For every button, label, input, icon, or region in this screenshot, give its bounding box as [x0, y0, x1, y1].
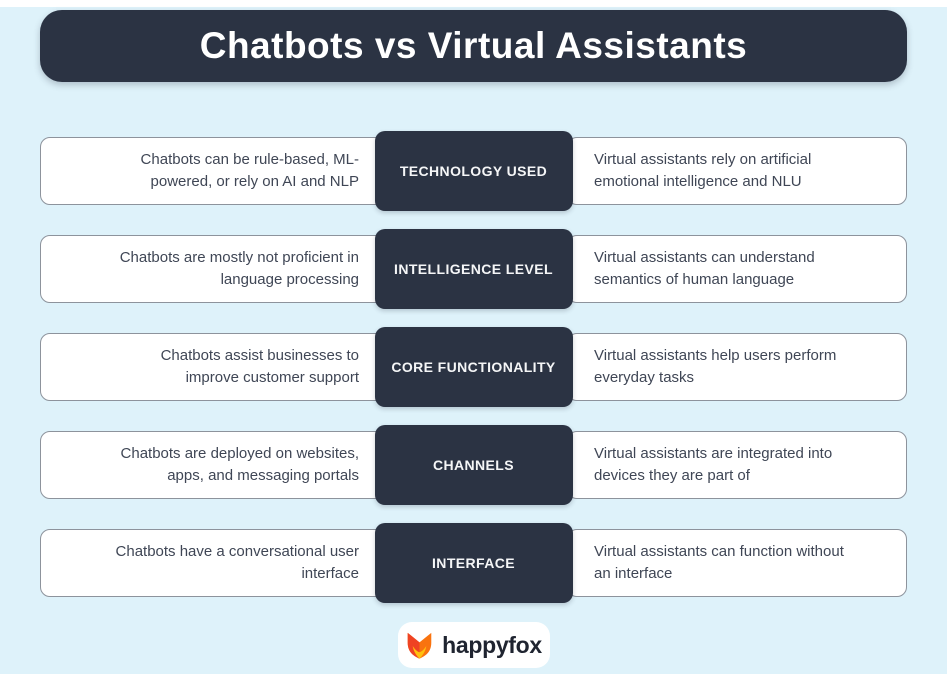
comparison-row-channels: [40, 425, 907, 505]
chatbot-text: Chatbots are deployed on websites, apps, and messaging portals: [120, 444, 359, 484]
comparison-row-intelligence: [40, 229, 907, 309]
virtual-assistant-text: Virtual assistants rely on artificial emotional intelligence and NLU: [594, 150, 812, 190]
category-label: INTERFACE: [432, 555, 515, 571]
virtual-assistant-text: Virtual assistants can function without an interface: [594, 542, 844, 582]
category-label: INTELLIGENCE LEVEL: [394, 261, 553, 277]
infographic-canvas: [0, 7, 947, 674]
happyfox-logo: [398, 622, 550, 668]
virtual-assistant-text: Virtual assistants can understand semantics of human language: [594, 248, 815, 288]
category-label: CHANNELS: [433, 457, 514, 473]
category-label-box: [375, 425, 573, 505]
comparison-row-technology: [40, 131, 907, 211]
chatbot-text: Chatbots are mostly not proficient in language processing: [119, 248, 359, 288]
comparison-row-functionality: [40, 327, 907, 407]
virtual-assistant-card: [567, 431, 907, 499]
chatbot-text: Chatbots have a conversational user interface: [115, 542, 359, 582]
virtual-assistant-card: [567, 235, 907, 303]
header-banner: [40, 10, 907, 82]
virtual-assistant-text: Virtual assistants are integrated into devices they are part of: [594, 444, 833, 484]
brand-wordmark: happyfox: [442, 631, 542, 658]
virtual-assistant-card: [567, 137, 907, 205]
chatbot-text: Chatbots assist businesses to improve customer support: [160, 346, 359, 386]
page-title: Chatbots vs Virtual Assistants: [199, 25, 748, 66]
category-label-box: [375, 229, 573, 309]
category-label: TECHNOLOGY USED: [399, 163, 548, 179]
comparison-table: [0, 131, 947, 621]
virtual-assistant-text: Virtual assistants help users perform everyday tasks: [594, 346, 837, 386]
fox-icon: [405, 631, 434, 660]
virtual-assistant-card: [567, 333, 907, 401]
category-label-box: [375, 327, 573, 407]
category-label: CORE FUNCTIONALITY: [391, 359, 556, 375]
comparison-row-interface: [40, 523, 907, 603]
chatbot-text: Chatbots can be rule-based, ML-powered, or rely on AI and NLP: [140, 150, 359, 190]
category-label-box: [375, 523, 573, 603]
virtual-assistant-card: [567, 529, 907, 597]
category-label-box: [375, 131, 573, 211]
